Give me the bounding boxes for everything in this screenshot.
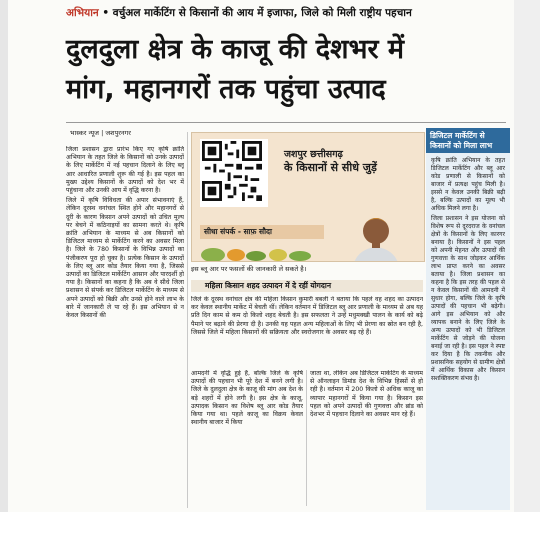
- page-margin-right: [514, 0, 540, 512]
- honey-paragraph-text: जिले के दूरस्थ वनांचल क्षेत्र की महिला किसान कुमारी बबली ने बताया कि पहले वह शहद का उत्पादन कर केवल स्थानीय मार्केट में बेचती थीं। लेकिन वर्तमान में डिजिटल ब्लू आर प्रणाली के माध्यम से अब यह प्रति दिन काम से कम दो किलो शहद बेचती है। इस सफलता ने उन्हें मधुमक्खी पालन के कार्य को बढ़े पैमाने पर बढ़ाने की प्रेरणा दी है। उनकी यह पहल अन्य महिलाओं के लिए भी प्रेरणा का स्रोत बन रही है, जिससे जिले में महिला किसानों की सक्रियता और स्वरोजगार के अवसर बढ़ रहे हैं।: [191, 296, 423, 336]
- sidebar-title: डिजिटल मार्केटिंग से किसानों को मिला लाभ: [426, 128, 510, 153]
- article-column-3: [310, 370, 423, 506]
- ad-strip: सीधा संपर्क - साफ़ सौदा: [200, 225, 324, 239]
- ad-main-text: के किसानों से सीधे जुड़ें: [284, 161, 377, 174]
- qr-code-icon: [200, 139, 268, 207]
- sidebar-text: [426, 153, 510, 389]
- sidebar-box: [426, 128, 510, 510]
- sidebar-paragraph-2: जिला प्रशासन ने इस योजना को विशेष रूप से दूरदराज के वनांचल क्षेत्रों के किसानों के लिए कारगर बनाया है। किसानों ने इस पहल को अपनी मेहनत और उत्पादों की गुणवत्ता के साथ जोड़कर आर्थिक लाभ प्राप्त करने का अवसर बताया है। जिला प्रशासन का कहना है कि इस तरह की पहल से न केवल किसानों की आमदनी में सुधार होगा, बल्कि जिले के कृषि उत्पादों की पहचान भी बढ़ेगी। आगे इस अभियान को और व्यापक बनाने के लिए जिले के अन्य उत्पादों को भी डिजिटल मार्केटिंग से जोड़ने की योजना बनाई जा रही है। इस पहल ने स्पष्ट कर दिया है कि तकनीक और प्रशासनिक सहयोग से ग्रामीण क्षेत्रों में आर्थिक विकास और किसान सशक्तिकरण संभव है।: [431, 215, 505, 382]
- kicker-line: [66, 4, 506, 22]
- qr-advertisement: [191, 132, 425, 262]
- column-divider: [187, 132, 188, 508]
- column-3-text: जाता था, लेकिन अब डिजिटल मार्केटिंग के माध्यम से ऑनलाइन डिमांड देश के विभिन्न हिस्सों से हो रही है। वर्तमान में 200 किलो से अधिक काजू का व्यापार महानगरों में किया गया है। किसान इस पहल को अपने उत्पादों की गुणवत्ता और ब्रांड को देशभर में पहचान दिलाने का अवसर मान रहे हैं।: [310, 370, 423, 419]
- column-divider: [306, 370, 307, 506]
- ad-title: जशपुर छत्तीसगढ़: [284, 149, 343, 160]
- subheading-women-honey: महिला किसान शहद उत्पादन में दे रहीं योगदान: [191, 280, 423, 292]
- headline-line-1: दुलदुला क्षेत्र के काजू की देशभर में: [66, 34, 405, 65]
- column-1-paragraph-1: जिला प्रशासन द्वारा प्रारंभ किए गए कृषि क्रांति अभियान के तहत जिले के किसानों को उनके उत्पादों के लिए मार्केटिंग में नई पहचान दिलाने के लिए ब्लू आर आधारित प्रणाली शुरू की गई है। इस पहल का मुख्य उद्देश्य किसानों के उत्पादों को देश भर में पहुंचाना और उनकी आय में वृद्धि करना है।: [66, 146, 184, 195]
- column-2-text: आमदनी में वृद्धि हुई है, बल्कि जिले के कृषि उत्पादों की पहचान भी पूरे देश में बनने लगी है। जिले के दुलदुला क्षेत्र के काजू की मांग अब देश के बड़े शहरों में होने लगी है। इस क्षेत्र के काजू, उत्पादक किसान का विशेष ब्लू आर कोड तैयार किया गया था। पहले काजू का विक्रय केवल स्थानीय बाजार में किया: [191, 370, 303, 427]
- byline: भास्कर न्यूज | जशपुरनगर: [70, 129, 131, 137]
- vegetables-illustration: [198, 241, 328, 261]
- honey-paragraph: [191, 296, 423, 366]
- sidebar-paragraph-1: कृषि क्रांति अभियान के तहत डिजिटल मार्केटिंग और ब्लू आर कोड प्रणाली से किसानों को बाजार में प्रत्यक्ष पहुंच मिली है। इससे न केवल उनकी बिक्री बढ़ी है, बल्कि उत्पादों का मूल्य भी अधिक मिलने लगा है।: [431, 157, 505, 212]
- page-margin-bottom: [0, 512, 540, 540]
- article-column-1: [66, 146, 184, 508]
- farmer-woman-photo: [344, 205, 408, 262]
- article-column-2: [191, 370, 303, 506]
- newspaper-page: [8, 0, 514, 512]
- kicker-tag: अभियान: [66, 7, 99, 19]
- qr-caption: इस ब्लू आर पर फसलों की जानकारी ले सकते है।: [191, 265, 307, 273]
- headline-rule: [66, 122, 506, 123]
- headline: [66, 30, 506, 110]
- headline-line-2: मांग, महानगरों तक पहुंचा उत्पाद: [66, 74, 386, 105]
- kicker-text: • वर्चुअल मार्केटिंग से किसानों की आय में इजाफा, जिले को मिली राष्ट्रीय पहचान: [102, 7, 412, 19]
- column-1-paragraph-2: जिले में कृषि विविधता की अपार संभावनाएं हैं, लेकिन दूरस्थ वनांचल स्थित होने और महानगरों से दूरी के कारण किसान अपने उत्पादों को उचित मूल्य पर बेचने में कठिनाइयों का सामना करते थे। कृषि क्रांति अभियान के माध्यम से अब किसानों को डिजिटल माध्यम से मार्केटिंग करने का अवसर मिला है। जिले के 780 किसानों के विभिन्न उत्पादों का पंजीकरण पूरा हो चुका है। प्रत्येक किसान के उत्पादों के लिए ब्लू आर कोड तैयार किया गया है, जिससे उत्पादों का डिजिटल मार्केटिंग आसान और पारदर्शी हो गया है। किसानों का कहना है कि अब वे सीधे जिला प्रशासन से संपर्क कर डिजिटल मार्केटिंग के माध्यम से अपने उत्पादों को बिक्री और उनसे होने वाले लाभ के बारे में जानकारी ले पा रहे हैं। इस अभियान से न केवल किसानों की: [66, 197, 184, 320]
